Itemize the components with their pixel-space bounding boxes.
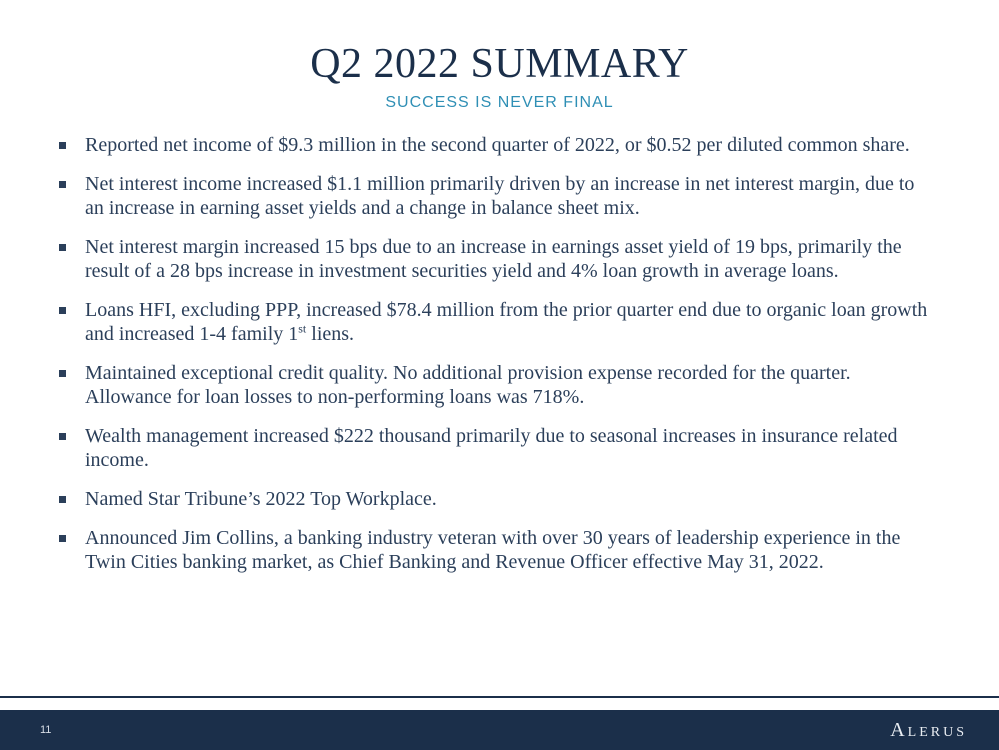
summary-bullet-list (57, 133, 937, 589)
bullet-text (85, 299, 927, 345)
bullet-item (57, 298, 937, 346)
alerus-logo: Alerus (890, 719, 967, 741)
bullet-text: Net interest income increased $1.1 million primarily driven by an increase in net interest margin, due to an increase in earning asset yields and a change in balance sheet mix. (85, 173, 915, 219)
bullet-item (57, 526, 937, 574)
footer-bar (0, 710, 999, 750)
footer-divider (0, 696, 999, 698)
square-bullet-icon (59, 433, 66, 440)
bullet-text-part: liens. (306, 323, 355, 345)
page-number: 11 (40, 724, 52, 736)
slide-title: Q2 2022 SUMMARY (310, 41, 689, 87)
ordinal-superscript: st (298, 321, 307, 336)
square-bullet-icon (59, 370, 66, 377)
bullet-item (57, 361, 937, 409)
bullet-text: Named Star Tribune’s 2022 Top Workplace. (85, 488, 437, 510)
bullet-text-part: Loans HFI, excluding PPP, increased $78.4 million from the prior quarter end due to organic loan growth and increased 1-4 family 1 (85, 299, 928, 345)
bullet-item (57, 487, 937, 511)
bullet-text: Wealth management increased $222 thousand primarily due to seasonal increases in insurance related income. (85, 425, 898, 471)
bullet-item (57, 424, 937, 472)
bullet-item (57, 133, 937, 157)
bullet-text: Net interest margin increased 15 bps due to an increase in earnings asset yield of 19 bps, primarily the result of a 28 bps increase in investment securities yield and 4% loan growth in average loans. (85, 236, 902, 282)
square-bullet-icon (59, 244, 66, 251)
square-bullet-icon (59, 307, 66, 314)
bullet-item (57, 235, 937, 283)
square-bullet-icon (59, 142, 66, 149)
square-bullet-icon (59, 181, 66, 188)
square-bullet-icon (59, 496, 66, 503)
bullet-text: Reported net income of $9.3 million in the second quarter of 2022, or $0.52 per diluted common share. (85, 134, 910, 156)
square-bullet-icon (59, 535, 66, 542)
bullet-text: Maintained exceptional credit quality. No additional provision expense recorded for the quarter. Allowance for loan losses to non-performing loans was 718%. (85, 362, 851, 408)
slide-subtitle: SUCCESS IS NEVER FINAL (385, 94, 614, 111)
bullet-text: Announced Jim Collins, a banking industry veteran with over 30 years of leadership experience in the Twin Cities banking market, as Chief Banking and Revenue Officer effective May 31, 2022. (85, 527, 901, 573)
bullet-item (57, 172, 937, 220)
